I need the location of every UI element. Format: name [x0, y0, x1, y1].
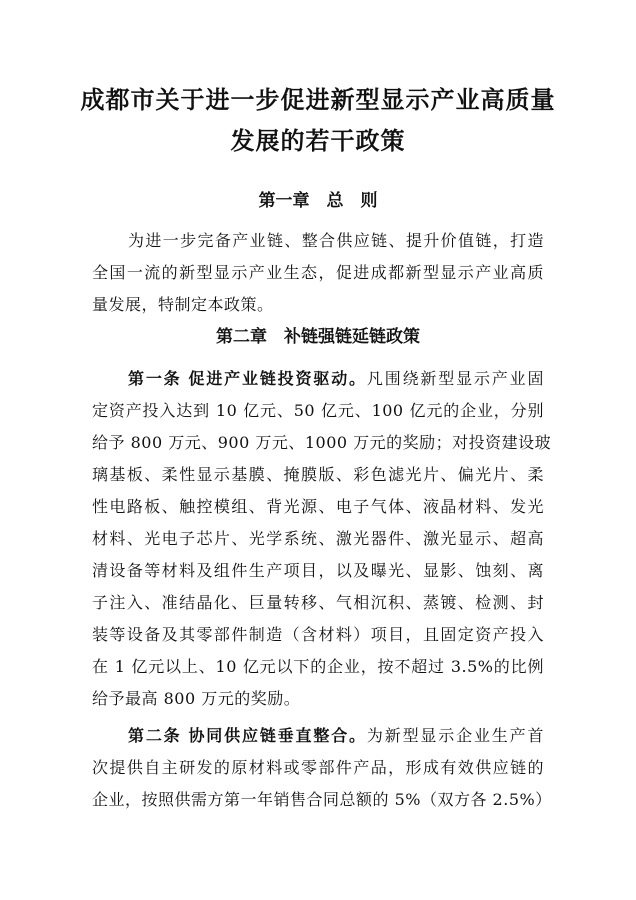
article-1-heading: 促进产业链投资驱动。 — [188, 369, 367, 388]
chapter-2-heading: 第二章 补链强链延链政策 — [216, 327, 420, 347]
article-2-line: 次提供自主研发的原材料或零部件产品，形成有效供应链的 — [92, 758, 544, 777]
article-1-first-line-text: 凡围绕新型显示产业固 — [366, 369, 544, 388]
article-1-line: 定资产投入达到 10 亿元、50 亿元、100 亿元的企业，分别 — [92, 401, 544, 420]
chapter-1-paragraph-line: 全国一流的新型显示产业生态，促进成都新型显示产业高质 — [92, 263, 544, 282]
article-2-first-line-text: 为新型显示企业生产首 — [366, 726, 544, 745]
article-1-line: 性电路板、触控模组、背光源、电子气体、液晶材料、发光 — [92, 497, 544, 516]
article-1-line: 子注入、准结晶化、巨量转移、气相沉积、蒸镀、检测、封 — [92, 593, 544, 612]
article-1-line: 装等设备及其零部件制造（含材料）项目，且固定资产投入 — [92, 625, 544, 644]
article-1-first-line — [128, 368, 544, 390]
article-1-line: 给予 800 万元、900 万元、1000 万元的奖励；对投资建设玻 — [92, 433, 552, 452]
article-2-label: 第二条 — [128, 726, 182, 745]
document-title-line-2: 发展的若干政策 — [230, 127, 406, 155]
article-1-line: 在 1 亿元以上、10 亿元以下的企业，按不超过 3.5%的比例 — [92, 657, 544, 676]
article-2-heading: 协同供应链垂直整合。 — [188, 726, 367, 745]
chapter-1-paragraph-line: 量发展，特制定本政策。 — [92, 295, 274, 314]
article-1-line: 璃基板、柔性显示基膜、掩膜版、彩色滤光片、偏光片、柔 — [92, 465, 544, 484]
article-2-first-line — [128, 725, 544, 747]
article-1-line: 给予最高 800 万元的奖励。 — [92, 689, 301, 708]
document-title-line-1: 成都市关于进一步促进新型显示产业高质量 — [80, 86, 556, 114]
article-2-line: 企业，按照供需方第一年销售合同总额的 5%（双方各 2.5%） — [92, 790, 552, 809]
article-1-line: 材料、光电子芯片、光学系统、激光器件、激光显示、超高 — [92, 529, 544, 548]
chapter-1-paragraph-line: 为进一步完备产业链、整合供应链、提升价值链，打造 — [128, 231, 544, 250]
chapter-1-heading: 第一章 总 则 — [258, 191, 378, 211]
article-1-line: 清设备等材料及组件生产项目，以及曝光、显影、蚀刻、离 — [92, 561, 544, 580]
article-1-label: 第一条 — [128, 369, 182, 388]
